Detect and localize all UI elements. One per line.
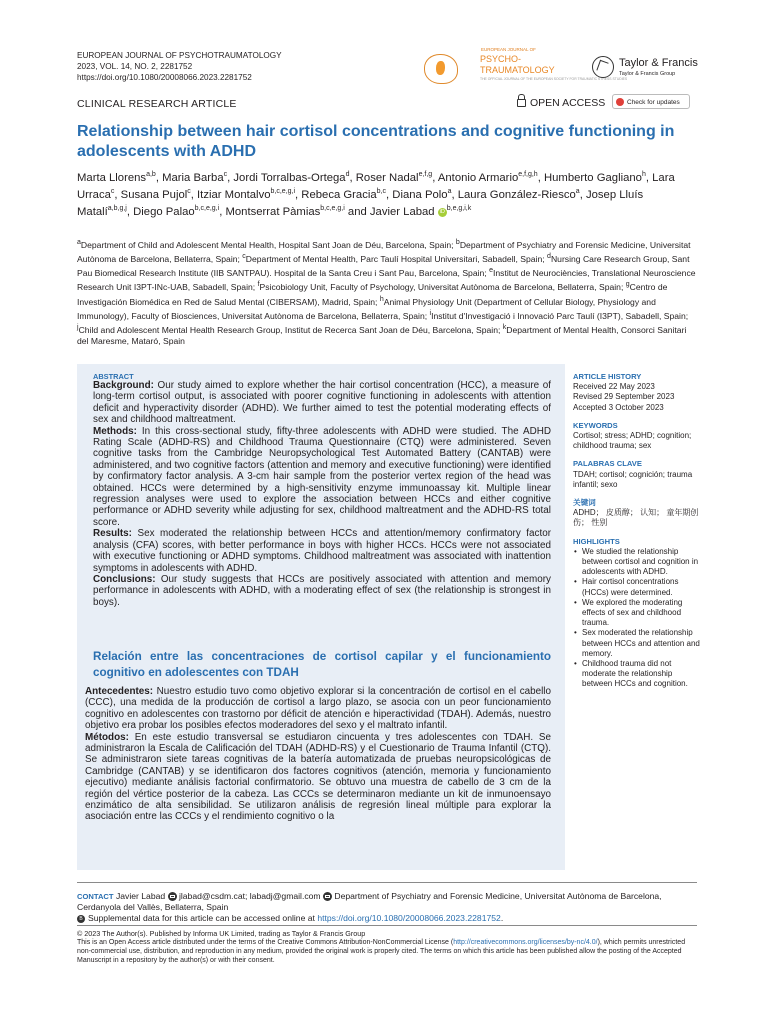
highlights-list bbox=[573, 547, 701, 690]
chinese-keywords-label: 关键词 bbox=[573, 498, 596, 508]
list-item: • Childhood trauma did not moderate the relationship between HCCs and cognition. bbox=[573, 659, 701, 690]
palabras-clave-label: PALABRAS CLAVE bbox=[573, 459, 642, 469]
divider bbox=[77, 925, 697, 926]
supplemental-text: Supplemental data for this article can be accessed online at bbox=[88, 913, 315, 923]
copyright: © 2023 The Author(s). Published by Informa UK Limited, trading as Taylor & Francis Group bbox=[77, 929, 366, 938]
contact-name: Javier Labad bbox=[115, 891, 166, 901]
list-item: • Hair cortisol concentrations (HCCs) were determined. bbox=[573, 577, 701, 597]
list-item: • We explored the moderating effects of sex and childhood trauma. bbox=[573, 598, 701, 629]
section-text: Nuestro estudio tuvo como objetivo explorar si la concentración de cortisol en el cabello (CCC), una medida de la producción de cortisol a largo plazo, se asocia con un peor funcionamiento cognitivo en adolescentes con trastorno por déficit de atención e hiperactividad (TDAH). Además, nuestro objetivo era probar los posibles efectos moderadores del sexo y el maltrato infantil. bbox=[85, 686, 551, 732]
list-item: • Sex moderated the relationship between HCCs and attention and memory. bbox=[573, 628, 701, 659]
spanish-title: Relación entre las concentraciones de cortisol capilar y el funcionamiento cognitivo en adolescentes con TDAH bbox=[93, 650, 551, 679]
history-accepted: Accepted 3 October 2023 bbox=[573, 402, 664, 412]
section-text: Our study suggests that HCCs are positively associated with attention and memory performance in adolescents with ADHD, with a moderating effect of sex (the relationship is strongest in boys). bbox=[93, 573, 551, 608]
abstract-label: ABSTRACT bbox=[93, 372, 134, 381]
list-item: • We studied the relationship between cortisol and cognition in adolescents with ADHD. bbox=[573, 547, 701, 578]
open-access-text: OPEN ACCESS bbox=[530, 97, 606, 109]
journal-name: EUROPEAN JOURNAL OF PSYCHOTRAUMATOLOGY bbox=[77, 51, 282, 60]
crossmark-icon bbox=[616, 98, 624, 106]
section-text: Sex moderated the relationship between HCCs and attention/memory confirmatory factor analysis (CFA) scores, with better performance in boys with higher HCCs. HCCs were not associated with executive functioning or ADHD symptoms. Childhood maltreatment was associated with inattention symptoms in adolescents with ADHD. bbox=[93, 528, 551, 574]
article-sidebar bbox=[573, 372, 701, 690]
section-heading: Results: bbox=[93, 528, 132, 540]
journal-logo[interactable] bbox=[424, 46, 628, 86]
section-text: Our study aimed to explore whether the hair cortisol concentration (HCC), a measure of long-term cortisol output, is associated with poorer cognitive functioning in adolescents with attention deficit and hyperactivity disorder (ADHD). We further aimed to test the potential moderating effects of sex and childhood maltreatment. bbox=[93, 380, 551, 426]
logo-small-text: EUROPEAN JOURNAL OF bbox=[481, 47, 536, 52]
check-updates-label: Check for updates bbox=[627, 99, 680, 106]
publisher-logo[interactable] bbox=[592, 52, 712, 82]
address-icon bbox=[323, 892, 332, 901]
publisher-group: Taylor & Francis Group bbox=[619, 71, 676, 77]
abstract-conclusions bbox=[93, 574, 551, 608]
keywords: Cortisol; stress; ADHD; cognition; childhood trauma; sex bbox=[573, 431, 692, 451]
supplemental-end: . bbox=[500, 913, 504, 923]
brain-icon bbox=[424, 54, 458, 84]
author-list: Marta Llorens$^{a,b}$, Maria Barba$^c$, Jordi Torralbas-Ortega$^d$, Roser Nadal$^{e,f,g}$, Antonio Armario$^{e,f,g,h}$, Humberto Gagliano$^h$, Lara Urraca$^c$, Susana Pujol$^c$, Itziar Montalvo$^{b,c,e,g,i}$, Rebeca Gracia$^{b,c}$, Diana Polo$^a$, Laura González-Riesco$^a$, Josep Lluís Matalí$^{a,b,g,j}$, Diego Palao$^{b,c,e,g,i}$, Montserrat Pàmias$^{b,c,e,g,i}$ and Javier Labad iD $^{b,e,g,i,k}$ bbox=[77, 171, 675, 219]
spanish-abstract-body bbox=[85, 686, 551, 823]
abstract-background bbox=[93, 380, 551, 426]
highlights-label: HIGHLIGHTS bbox=[573, 536, 620, 546]
history-received: Received 22 May 2023 bbox=[573, 382, 655, 392]
section-text: In this cross-sectional study, fifty-three adolescents with ADHD were studied. The ADHD Rating Scale (ADHD-RS) and Childhood Trauma Questionnaire (CTQ) were administered. Seven cognitive tasks from the Cambridge Neuropsychological Test Automated Battery (CANTAB) were administered, and two cognitive factors (attention and memory and executive functioning) were identified by confirmatory factor analysis. A 3-cm hair sample from the posterior vertex region of the head was obtained. HCCs were determined by a high-sensitivity enzyme immunoassay kit. Multiple linear regression analyses were used to explore the association between HCCs and either cognitive performance or ADHD severity while adjusting for sex, childhood maltreatment and the ADHD-RS total score. bbox=[93, 425, 551, 528]
article-history-label: ARTICLE HISTORY bbox=[573, 372, 642, 381]
section-heading: Background: bbox=[93, 380, 154, 391]
logo-title bbox=[480, 54, 555, 75]
section-text: En este estudio transversal se estudiaron cincuenta y tres adolescentes con TDAH. Se administraron la Escala de Calificación del TDAH (ADHD-RS) y el Cuestionario de Trauma Infantil (CTQ). Se administraron siete tareas cognitivas de la batería automatizada de pruebas neuropsicológicas de Cambridge (CANTAB) y se identificaron dos factores cognitivos (atención, memoria y funcionamiento ejecutivo) mediante análisis factorial confirmatorio. Se obtuvo una muestra de cabello de 3 cm de la región del vértice posterior de la cabeza. Las CCCs se determinaron mediante un kit de inmunoensayo enzimático de alta sensibilidad. Se utilizaron análisis de regresión lineal múltiple para explorar la asociación entre las CCCs y el rendimiento cognitivo o la bbox=[85, 731, 551, 823]
history-revised: Revised 29 September 2023 bbox=[573, 392, 675, 402]
affiliations: $^a$Department of Child and Adolescent Mental Health, Hospital Sant Joan de Déu, Barcelona, Spain; $^b$Department of Psychiatry and Forensic Medicine, Universitat Autònoma de Barcelona, Bellaterra, Spain; $^c$Department of Mental Health, Parc Taulí Hospital Universitari, Sabadell, Spain; $^d$Nursing Care Research Group, Sant Pau Biomedical Research Institute (IIB SANTPAU). Hospital de la Santa Creu i Sant Pau, Barcelona, Spain; $^e$Institut de Neurociències, Translational Neuroscience Research Unit I3PT-INc-UAB, Sabadell, Spain; $^f$Psicobiology Unit, Faculty of Psychology, Universitat Autònoma de Barcelona, Bellaterra, Spain; $^g$Centro de Investigación Biomédica en Red de Salud Mental (CIBERSAM), Madrid, Spain; $^h$Animal Physiology Unit (Department of Cellular Biology, Physiology and Immunology), Faculty of Biosciences, Universitat Autònoma de Barcelona, Bellaterra, Spain; $^i$Institut d'Investigació i Innovació Parc Taulí (I3PT), Sabadell, Spain; $^j$Child and Adolescent Mental Health Research Group, Institut de Recerca Sant Joan de Déu, Barcelona, Spain; $^k$Department of Mental Health, Consorci Sanitari del Maresme, Mataró, Spain bbox=[77, 239, 696, 347]
logo-title-line-2: TRAUMATOLOGY bbox=[480, 64, 555, 75]
email-icon bbox=[168, 892, 177, 901]
palabras-clave: TDAH; cortisol; cognición; trauma infantil; sexo bbox=[573, 469, 693, 489]
logo-title-line-1: PSYCHO- bbox=[480, 54, 522, 64]
supplemental-icon: B bbox=[77, 915, 85, 923]
keywords-label: KEYWORDS bbox=[573, 420, 618, 430]
spanish-metodos bbox=[85, 732, 551, 823]
taylor-francis-icon bbox=[592, 56, 614, 78]
check-for-updates-button[interactable] bbox=[612, 94, 690, 109]
contact-info bbox=[77, 891, 697, 914]
spanish-antecedentes bbox=[85, 686, 551, 732]
logo-tagline: THE OFFICIAL JOURNAL OF THE EUROPEAN SOCIETY FOR TRAUMATIC STRESS STUDIES bbox=[480, 77, 628, 81]
abstract-box bbox=[77, 364, 565, 870]
publisher-name: Taylor & Francis bbox=[619, 57, 698, 69]
section-heading: Methods: bbox=[93, 425, 137, 437]
section-heading: Métodos: bbox=[85, 731, 129, 743]
contact-label: CONTACT bbox=[77, 892, 114, 901]
supplemental-note bbox=[77, 913, 697, 924]
section-heading: Conclusions: bbox=[93, 573, 156, 585]
article-type: CLINICAL RESEARCH ARTICLE bbox=[77, 98, 237, 110]
contact-emails[interactable]: jlabad@csdm.cat; labadj@gmail.com bbox=[178, 891, 321, 901]
open-access-label bbox=[517, 97, 605, 109]
license-text: This is an Open Access article distributed under the terms of the Creative Commons Attribution-NonCommercial License (http://creativecommons.org/licenses/by-nc/4.0/), which permits unrestricted non-commercial use, distribution, and reproduction in any medium, provided the original work is properly cited. The terms on which this article has been published allow the posting of the Accepted Manuscript in a repository by the author(s) or with their consent. bbox=[77, 939, 686, 965]
article-title: Relationship between hair cortisol concentrations and cognitive functioning in adolescents with ADHD bbox=[77, 123, 675, 160]
contact-address: Department of Psychiatry and Forensic Medicine, Universitat Autònoma de Barcelona, Cerdanyola del Vallès, Bellaterra, Spain bbox=[77, 891, 662, 913]
open-lock-icon bbox=[517, 99, 526, 107]
abstract-body bbox=[93, 380, 551, 608]
doi-link[interactable]: https://doi.org/10.1080/20008066.2023.2281752 bbox=[77, 73, 252, 82]
section-heading: Antecedentes: bbox=[85, 686, 154, 697]
divider bbox=[77, 882, 697, 883]
chinese-keywords: ADHD； 皮质醇； 认知； 童年期创伤； 性别 bbox=[573, 508, 699, 528]
abstract-results bbox=[93, 528, 551, 574]
volume-line: 2023, VOL. 14, NO. 2, 2281752 bbox=[77, 62, 193, 71]
abstract-methods bbox=[93, 426, 551, 529]
supplemental-link[interactable]: https://doi.org/10.1080/20008066.2023.2281752 bbox=[317, 913, 501, 923]
journal-meta bbox=[77, 50, 282, 83]
